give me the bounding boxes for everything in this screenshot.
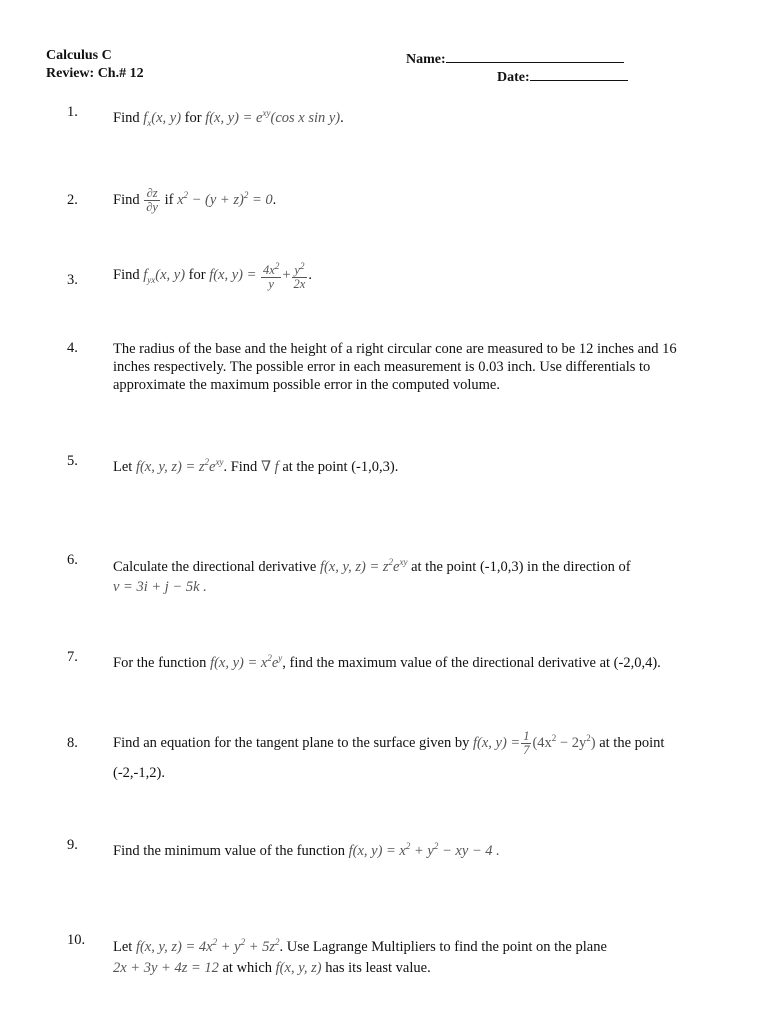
math-expression: f(x, y, $z) = z^2e^{xy}$ bbox=[319, 557, 408, 575]
math-expression: $f_{yx}(x$, y) bbox=[143, 267, 186, 285]
question-text: . Use Lagrange Multipliers to find the point on the plane bbox=[279, 938, 607, 955]
math-expression: f(x, y, $z) = 4x^2 + y^2 + 5z^2$ bbox=[135, 937, 280, 955]
direction-vector: v = 3i + j − 5k . bbox=[113, 578, 207, 595]
date-label: Date: bbox=[497, 70, 530, 85]
math-expression: f(x, y) = bbox=[472, 734, 521, 751]
question-text: for bbox=[184, 109, 202, 126]
question-text: Let bbox=[113, 458, 133, 475]
punctuation: . bbox=[272, 191, 277, 208]
question-text: Find bbox=[113, 109, 140, 126]
question-text: , find the maximum value of the directional derivative at (-2,0,4). bbox=[282, 654, 661, 671]
question-text: Calculate the directional derivative bbox=[113, 558, 317, 575]
fraction: $\frac{y^2}{2x}$ bbox=[293, 261, 306, 292]
partial-derivative-fraction: $\frac{\partial z}{\partial y}$ bbox=[146, 186, 158, 214]
question-number: 4. bbox=[67, 340, 78, 356]
question-text: at the point (-2,-1,2). bbox=[113, 734, 665, 781]
question-number: 5. bbox=[67, 453, 78, 469]
question-text: For the function bbox=[113, 654, 207, 671]
name-label: Name: bbox=[406, 52, 446, 67]
question-text: Find an equation for the tangent plane to the surface given by bbox=[113, 734, 470, 751]
math-expression: f(x, $y) = x^2e^y$ bbox=[210, 653, 283, 671]
name-blank[interactable] bbox=[446, 48, 624, 63]
question-text: at the point (-1,0,3). bbox=[282, 458, 399, 475]
math-expression: f(x, $y) = e^{xy}(\cos$ x sin y) bbox=[205, 108, 341, 126]
question-text: The radius of the base and the height of a right circular cone are measured to be 12 inches and 16 inches respectively. The possible error in each measurement is 0.03 inch. Use differentials to approximate the maximum possible error in the computed volume. bbox=[113, 341, 677, 393]
math-expression: $(4x^2 - 2y^2)$ bbox=[532, 733, 596, 751]
fraction: $\frac{1}{7}$ bbox=[523, 729, 530, 757]
question-text: for bbox=[188, 267, 206, 283]
question-text: at which bbox=[222, 959, 273, 976]
question-text: Find the minimum value of the function bbox=[113, 842, 345, 859]
fraction: $\frac{4x^2}{y}$ bbox=[263, 261, 280, 292]
question-text: at the point (-1,0,3) in the direction of bbox=[411, 558, 631, 575]
math-expression: $f_x(x$, y) bbox=[143, 109, 182, 128]
question-number: 10. bbox=[67, 932, 86, 948]
question-number: 2. bbox=[67, 192, 78, 208]
math-expression: f(x, $y) = x^2 + y^2$ − xy − 4 . bbox=[348, 841, 500, 859]
punctuation: . bbox=[308, 267, 312, 283]
question-text: Find bbox=[113, 191, 140, 208]
question-text: has its least value. bbox=[325, 959, 431, 976]
punctuation: . bbox=[340, 109, 344, 126]
question-number: 9. bbox=[67, 837, 78, 853]
question-text: Find bbox=[113, 267, 140, 283]
review-chapter: Review: Ch.# 12 bbox=[46, 66, 144, 81]
math-expression: $x^2 - (y + z)^2 = 0$ bbox=[177, 190, 273, 208]
question-text: . Find bbox=[223, 458, 258, 475]
question-text: Let bbox=[113, 938, 133, 955]
course-title: Calculus C bbox=[46, 48, 112, 63]
math-expression: f(x, y) = bbox=[209, 267, 257, 283]
question-number: 6. bbox=[67, 552, 78, 568]
name-field[interactable] bbox=[406, 48, 624, 68]
question-number: 3. bbox=[67, 272, 78, 288]
question-number: 7. bbox=[67, 649, 78, 665]
question-text: if bbox=[164, 191, 174, 208]
plane-equation: 2x + 3y + 4z = 12 bbox=[113, 959, 219, 976]
date-blank[interactable] bbox=[530, 66, 628, 81]
math-expression: f(x, y, $z) = z^2e^{xy}$ bbox=[135, 457, 224, 475]
date-field[interactable] bbox=[497, 66, 628, 86]
math-expression: f(x, y, z) bbox=[275, 959, 322, 976]
question-number: 8. bbox=[67, 735, 78, 751]
question-number: 1. bbox=[67, 104, 78, 120]
gradient-symbol: ∇ f bbox=[260, 458, 279, 475]
